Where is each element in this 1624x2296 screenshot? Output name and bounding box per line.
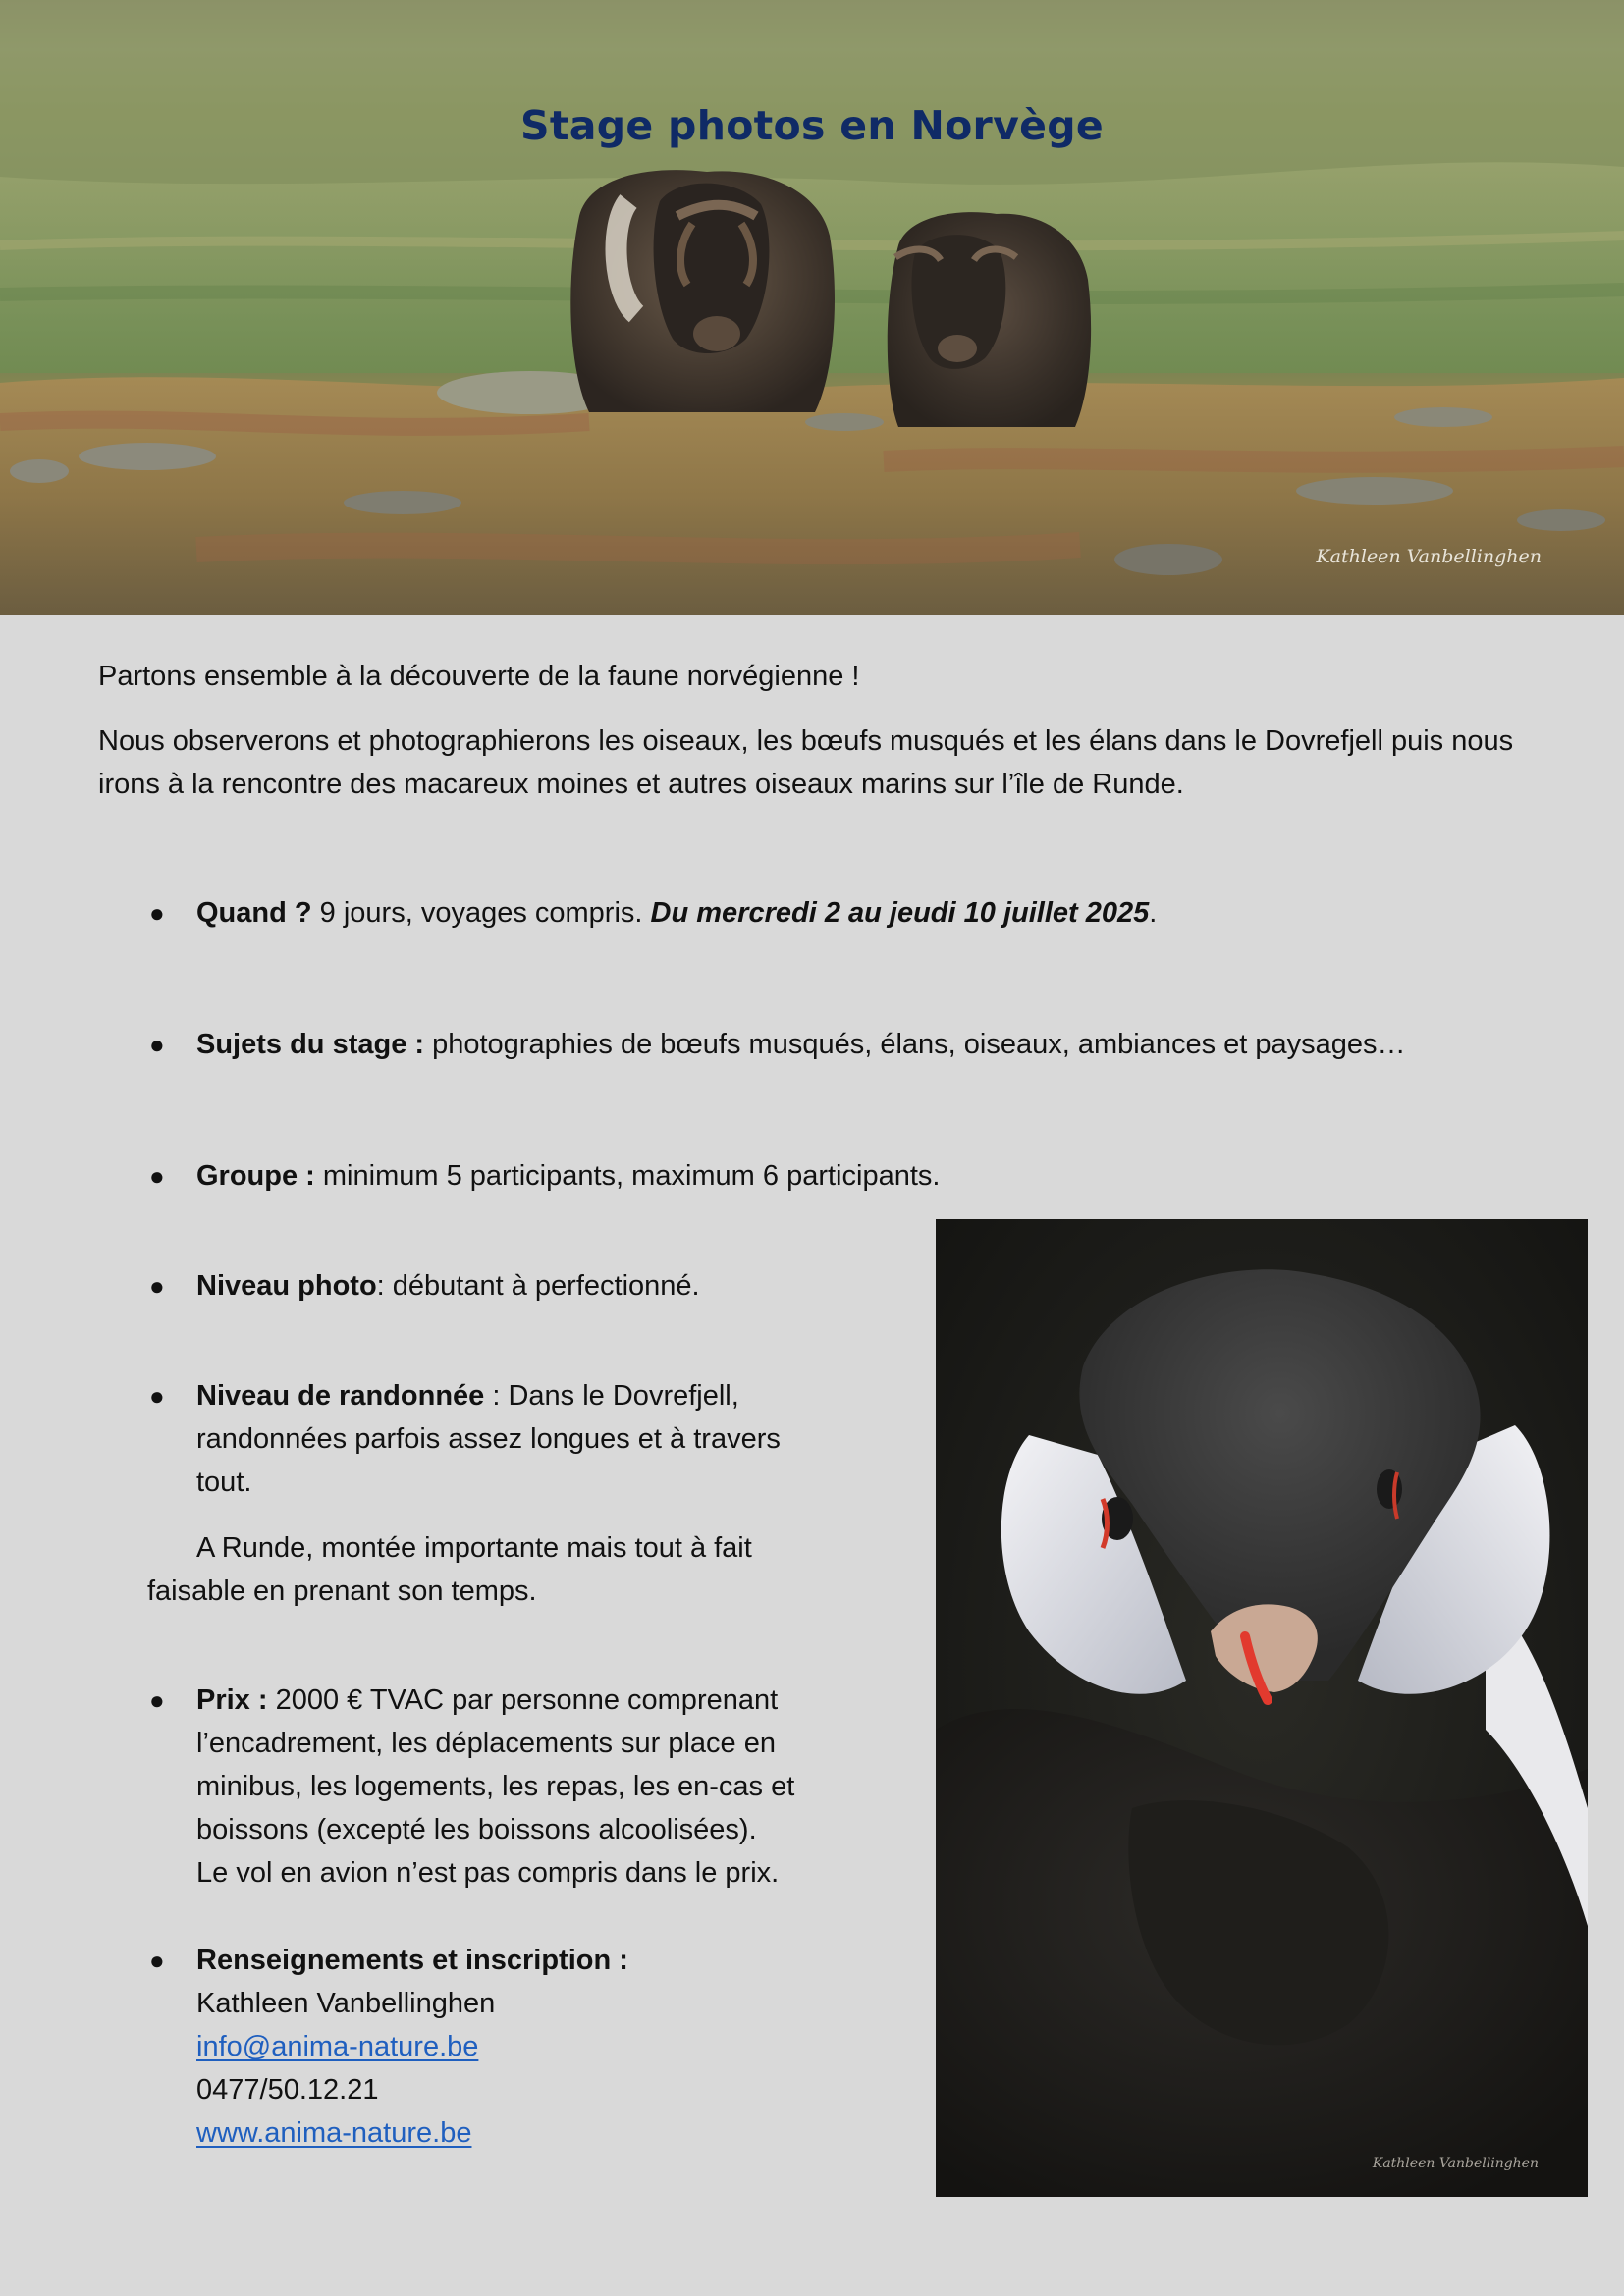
groupe-text: minimum 5 participants, maximum 6 participants. xyxy=(314,1160,941,1192)
niveau-photo-text: : débutant à perfectionné. xyxy=(376,1270,700,1302)
musk-oxen-illustration xyxy=(0,0,1624,615)
randonnee-line-2: randonnées parfois assez longues et à travers xyxy=(196,1423,781,1455)
list-item-quand xyxy=(149,891,1571,934)
list-item-randonnee xyxy=(149,1374,903,1504)
intro-section xyxy=(98,655,1532,828)
banner-photo xyxy=(0,0,1624,615)
page-title: Stage photos en Norvège xyxy=(520,102,1104,149)
bullet-icon: ● xyxy=(149,898,165,928)
quand-dates: Du mercredi 2 au jeudi 10 juillet 2025 xyxy=(650,897,1150,929)
contact-label: Renseignements et inscription : xyxy=(196,1945,628,1976)
musk-ox-right xyxy=(888,212,1091,427)
list-item-groupe xyxy=(149,1154,1571,1198)
bullet-icon: ● xyxy=(149,1685,165,1715)
quand-label: Quand ? xyxy=(196,897,312,929)
bullet-icon: ● xyxy=(149,1381,165,1411)
quand-text: 9 jours, voyages compris. xyxy=(311,897,651,929)
puffin-photo xyxy=(936,1219,1588,2197)
prix-line-1: 2000 € TVAC par personne comprenant xyxy=(267,1684,779,1716)
randonnee-line-1: : Dans le Dovrefjell, xyxy=(484,1380,739,1412)
prix-line-2: l’encadrement, les déplacements sur place en xyxy=(196,1728,776,1759)
list-item-niveau-photo xyxy=(149,1264,884,1308)
prix-label: Prix : xyxy=(196,1684,268,1716)
puffin-photo-credit: Kathleen Vanbellinghen xyxy=(1372,2156,1539,2171)
prix-line-3: minibus, les logements, les repas, les en-cas et xyxy=(196,1771,795,1802)
groupe-label: Groupe : xyxy=(196,1160,315,1192)
sujets-text: photographies de bœufs musqués, élans, oiseaux, ambiances et paysages… xyxy=(424,1029,1406,1060)
randonnee-line-3: tout. xyxy=(196,1467,252,1498)
puffin-illustration xyxy=(936,1219,1588,2197)
quand-end: . xyxy=(1149,897,1158,929)
prix-line-4: boissons (excepté les boissons alcoolisées). xyxy=(196,1814,757,1845)
musk-ox-left xyxy=(570,170,835,412)
list-item-sujets xyxy=(149,1023,1571,1066)
prix-note: Le vol en avion n’est pas compris dans le prix. xyxy=(196,1857,780,1889)
runde-line-1: A Runde, montée importante mais tout à fait xyxy=(196,1532,752,1564)
list-item-contact xyxy=(149,1939,903,1982)
contact-name: Kathleen Vanbellinghen xyxy=(196,1988,496,2019)
bullet-icon: ● xyxy=(149,1161,165,1191)
sujets-label: Sujets du stage : xyxy=(196,1029,425,1060)
list-item-prix xyxy=(149,1679,903,1851)
bullet-icon: ● xyxy=(149,1030,165,1059)
randonnee-label: Niveau de randonnée xyxy=(196,1380,485,1412)
intro-line-1: Partons ensemble à la découverte de la faune norvégienne ! xyxy=(98,661,860,692)
niveau-photo-label: Niveau photo xyxy=(196,1270,377,1302)
contact-block xyxy=(196,1982,903,2155)
banner-photo-credit: Kathleen Vanbellinghen xyxy=(1316,546,1542,567)
intro-line-2: Nous observerons et photographierons les oiseaux, les bœufs musqués et les élans dans le Dovrefjell puis nous irons à la rencontre des macareux moines et autres oiseaux marins sur l’île de Runde. xyxy=(98,725,1514,800)
contact-phone: 0477/50.12.21 xyxy=(196,2074,379,2106)
contact-website-link[interactable]: www.anima-nature.be xyxy=(196,2117,472,2149)
bullet-icon: ● xyxy=(149,1271,165,1301)
runde-line-2: faisable en prenant son temps. xyxy=(147,1575,537,1607)
bullet-icon: ● xyxy=(149,1946,165,1975)
contact-email-link[interactable]: info@anima-nature.be xyxy=(196,2031,479,2062)
